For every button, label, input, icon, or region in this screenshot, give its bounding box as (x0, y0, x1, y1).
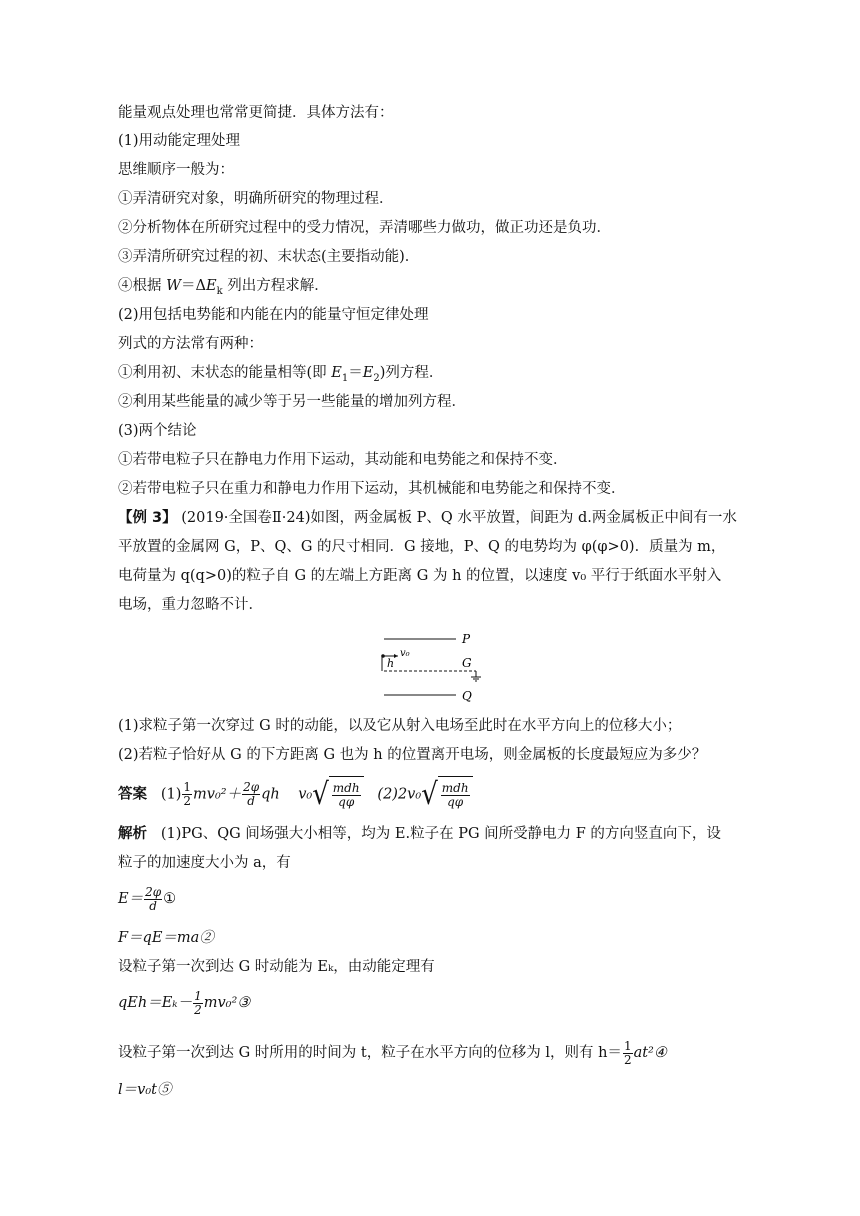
line-8: (2)用包括电势能和内能在内的能量守恒定律处理 (118, 307, 429, 323)
equation-3 (118, 988, 250, 1018)
eq1-den: d (149, 898, 157, 913)
label-q: Q (462, 689, 472, 703)
line-11: ②利用某些能量的减少等于另一些能量的增加列方程． (118, 394, 466, 410)
line-9: 列式的方法常有两种： (118, 336, 263, 352)
answer-phi-num: 2φ (243, 780, 260, 794)
answer-mv: mv₀²＋ (193, 786, 242, 803)
line-10-a: ①利用初、末状态的能量相等(即 (118, 365, 332, 381)
solution-line-1 (118, 824, 721, 844)
sqrt1-den: qφ (338, 794, 355, 809)
example-text-1: (2019·全国卷Ⅱ·24)如图，两金属板 P、Q 水平放置，间距为 d.两金属板正中间有一水 (181, 510, 737, 526)
answer-p1: (1) (160, 786, 182, 803)
line-10-g: )列方程． (379, 365, 444, 381)
line-14: ②若带电粒子只在重力和静电力作用下运动，其机械能和电势能之和保持不变． (118, 481, 626, 497)
sqrt2-den: qφ (447, 794, 464, 809)
line-1: 能量观点处理也常常更简捷．具体方法有： (118, 105, 394, 121)
eq3-num: 1 (194, 988, 202, 1003)
eq1-num: 2φ (145, 884, 162, 899)
eq3-lhs: qEh＝Eₖ－ (118, 995, 193, 1011)
line-7-f: 列出方程求解． (222, 278, 329, 294)
s4-text: 设粒子第一次到达 G 时所用的时间为 t，粒子在水平方向的位移为 l，则有 h＝ (118, 1045, 622, 1061)
circuit-figure (376, 629, 486, 707)
line-10-s2: 2 (373, 372, 380, 384)
sqrt2-num: mdh (441, 780, 469, 795)
line-7-a: ④根据 (118, 278, 167, 294)
answer-line (118, 776, 473, 813)
answer-phi-den: d (247, 794, 255, 808)
equation-1 (118, 884, 176, 914)
s4-rhs: at²④ (633, 1045, 667, 1061)
example-line-1 (118, 508, 737, 528)
label-g: G (462, 656, 472, 670)
answer-v0: v₀ (298, 786, 313, 803)
label-p: P (462, 632, 471, 646)
example-line-4: 电场，重力忽略不计． (118, 597, 263, 613)
answer-half (182, 781, 192, 808)
answer-half-num: 1 (183, 780, 192, 794)
line-6: ③弄清所研究过程的初、末状态(主要指动能)． (118, 249, 420, 265)
eq3-den: 2 (194, 1002, 202, 1017)
arrow-head (394, 654, 398, 658)
answer-qh: qh (261, 786, 280, 803)
line-7 (118, 276, 329, 302)
eq1-tag: ① (163, 891, 177, 907)
line-7-w: W (166, 278, 182, 294)
line-5: ②分析物体在所研究过程中的受力情况，弄清哪些力做功，做正功还是负功． (118, 220, 611, 236)
example-line-3: 电荷量为 q(q>0)的粒子自 G 的左端上方距离 G 为 h 的位置，以速度 v₀ 平行于纸面水平射入 (118, 568, 722, 584)
question-2: (2)若粒子恰好从 G 的下方距离 G 也为 h 的位置离开电场，则金属板的长度最短应为多少？ (118, 747, 707, 763)
answer-sqrt-2: √ $\frac{\text{mdh}}{q\varphi}$ (421, 776, 472, 813)
example-line-2: 平放置的金属网 G，P、Q、G 的尺寸相同．G 接地，P、Q 的电势均为 φ(φ>0)．质量为 m， (118, 539, 726, 555)
line-7-c: ＝Δ (181, 278, 206, 294)
line-4: ①弄清研究对象，明确所研究的物理过程． (118, 191, 394, 207)
label-v0: v₀ (400, 648, 410, 659)
equation-5: l＝v₀t⑤ (118, 1082, 172, 1098)
line-3: 思维顺序一般为： (118, 162, 234, 178)
equation-2: F＝qE＝ma② (118, 930, 214, 946)
line-10-s1: 1 (341, 372, 349, 384)
answer-half-den: 2 (183, 794, 192, 808)
answer-label: 答案 (118, 786, 147, 803)
line-10-e1: E (331, 365, 342, 381)
eq3-rhs: mv₀²③ (203, 995, 251, 1011)
solution-line-4 (118, 1038, 667, 1068)
solution-text-1: (1)PG、QG 间场强大小相等，均为 E.粒子在 PG 间所受静电力 F 的方向竖直向下，设 (160, 826, 721, 842)
solution-line-2: 粒子的加速度大小为 a，有 (118, 855, 291, 871)
answer-sqrt-1: √ $\frac{\text{mdh}}{q\varphi}$ (312, 776, 363, 813)
sqrt1-num: mdh (332, 780, 360, 795)
answer-phi (242, 781, 260, 808)
label-h: h (387, 657, 395, 670)
line-7-e: E (206, 278, 217, 294)
example-label: 【例 3】 (118, 510, 177, 526)
question-1: (1)求粒子第一次穿过 G 时的动能，以及它从射入电场至此时在水平方向上的位移大小； (118, 718, 682, 734)
line-2: (1)用动能定理处理 (118, 133, 241, 149)
line-10-eq: ＝ (348, 365, 363, 381)
answer-p2: (2)2v₀ (377, 786, 422, 803)
line-10-e2: E (362, 365, 374, 381)
solution-label: 解析 (118, 826, 147, 842)
solution-line-3: 设粒子第一次到达 G 时动能为 Eₖ，由动能定理有 (118, 959, 435, 975)
line-7-k: k (216, 285, 223, 297)
line-12: (3)两个结论 (118, 423, 197, 439)
s4-den: 2 (623, 1052, 632, 1067)
s4-num: 1 (623, 1038, 632, 1053)
eq1-lhs: E＝ (118, 891, 144, 907)
line-13: ①若带电粒子只在静电力作用下运动，其动能和电势能之和保持不变． (118, 452, 568, 468)
line-10 (118, 363, 443, 389)
